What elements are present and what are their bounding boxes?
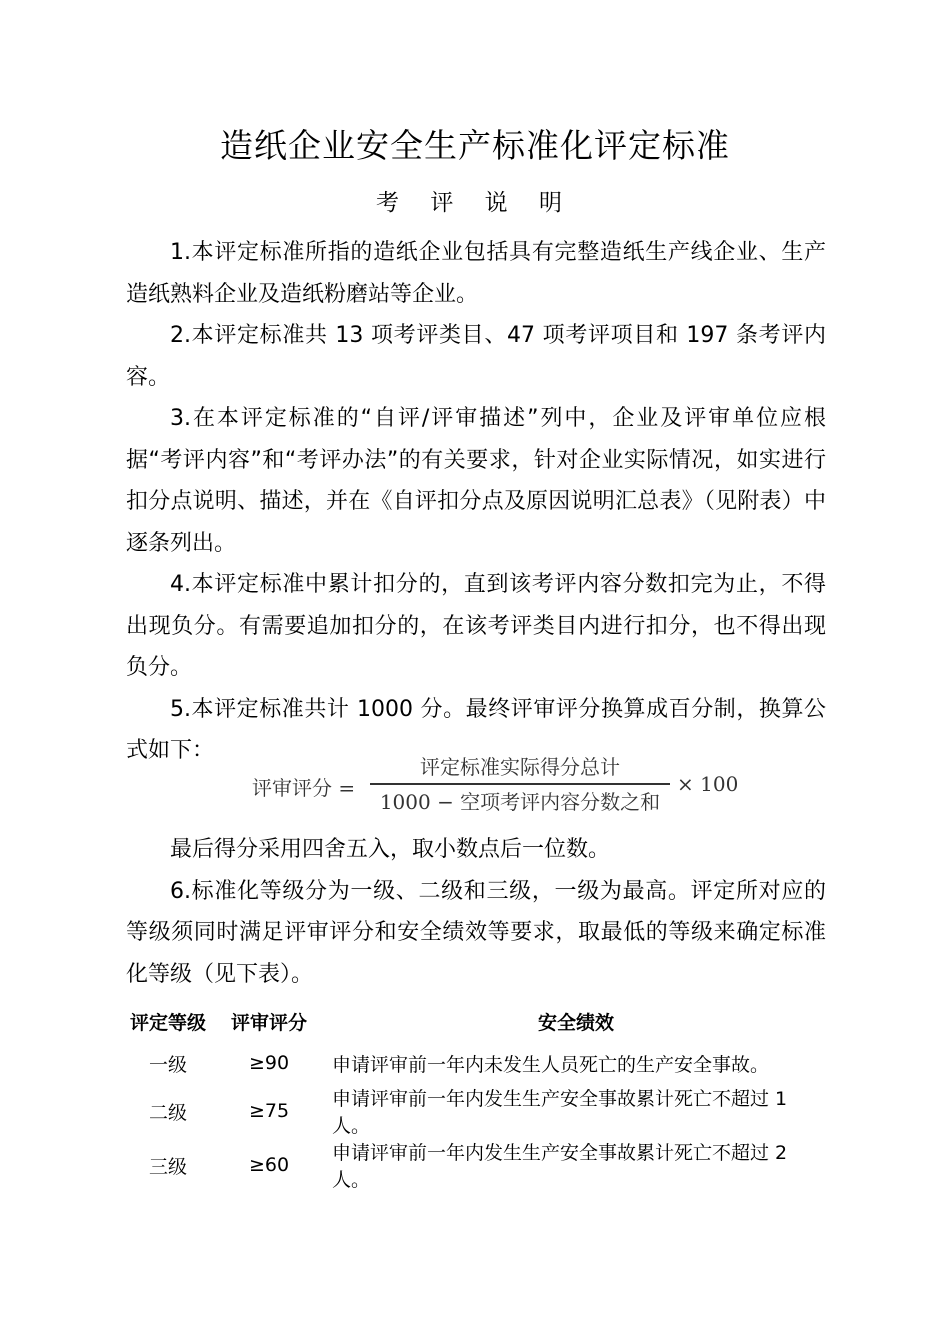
page-title: 造纸企业安全生产标准化评定标准 [220, 126, 730, 165]
formula-numerator: 评定标准实际得分总计 [420, 755, 620, 779]
explanation-body-continued [126, 829, 826, 995]
cell-grade: 一级 [148, 1053, 187, 1076]
cell-score: ≥60 [248, 1154, 290, 1176]
section-subtitle: 考 评 说 明 [376, 190, 574, 216]
cell-performance: 申请评审前一年内发生生产安全事故累计死亡不超过 1 人。 [332, 1088, 788, 1137]
cell-score: ≥90 [248, 1052, 290, 1074]
table-row [124, 1084, 826, 1138]
cell-performance: 申请评审前一年内未发生人员死亡的生产安全事故。 [332, 1053, 770, 1076]
header-performance: 安全绩效 [537, 1011, 614, 1034]
formula-lhs: 评审评分 = [252, 776, 356, 800]
header-score: 评审评分 [230, 1011, 307, 1034]
score-formula [252, 752, 752, 822]
paragraph-2: 2.本评定标准共 13 项考评类目、47 项考评项目和 197 条考评内容。 [126, 323, 826, 390]
paragraph-3: 3.在本评定标准的“自评/评审描述”列中，企业及评审单位应根据“考评内容”和“考评办法”的有关要求，针对企业实际情况，如实进行扣分点说明、描述，并在《自评扣分点及原因说明汇总表》（见附表）中逐条列出。 [126, 406, 826, 556]
formula-fraction [370, 752, 670, 817]
table-row [124, 1042, 826, 1084]
cell-grade: 三级 [148, 1155, 187, 1178]
cell-score: ≥75 [248, 1100, 290, 1122]
table-header-row [124, 1000, 826, 1042]
paragraph-5: 5.本评定标准共计 1000 分。最终评审评分换算成百分制，换算公式如下： [126, 696, 826, 763]
table-row [124, 1138, 826, 1192]
cell-performance: 申请评审前一年内发生生产安全事故累计死亡不超过 2 人。 [332, 1142, 788, 1191]
paragraph-6: 6.标准化等级分为一级、二级和三级，一级为最高。评定所对应的等级须同时满足评审评分和安全绩效等要求，取最低的等级来确定标准化等级（见下表）。 [126, 878, 826, 987]
header-grade: 评定等级 [129, 1011, 206, 1034]
fraction-bar [370, 783, 670, 785]
paragraph-rounding: 最后得分采用四舍五入，取小数点后一位数。 [170, 837, 611, 862]
explanation-body [126, 232, 826, 772]
paragraph-4: 4.本评定标准中累计扣分的，直到该考评内容分数扣完为止，不得出现负分。有需要追加扣分的，在该考评类目内进行扣分，也不得出现负分。 [126, 572, 826, 680]
grade-table [124, 1000, 826, 1192]
cell-grade: 二级 [148, 1101, 187, 1124]
formula-rhs: × 100 [677, 772, 739, 796]
paragraph-1: 1.本评定标准所指的造纸企业包括具有完整造纸生产线企业、生产造纸熟料企业及造纸粉磨站等企业。 [126, 240, 826, 307]
formula-denominator: 1000 − 空项考评内容分数之和 [379, 790, 661, 814]
